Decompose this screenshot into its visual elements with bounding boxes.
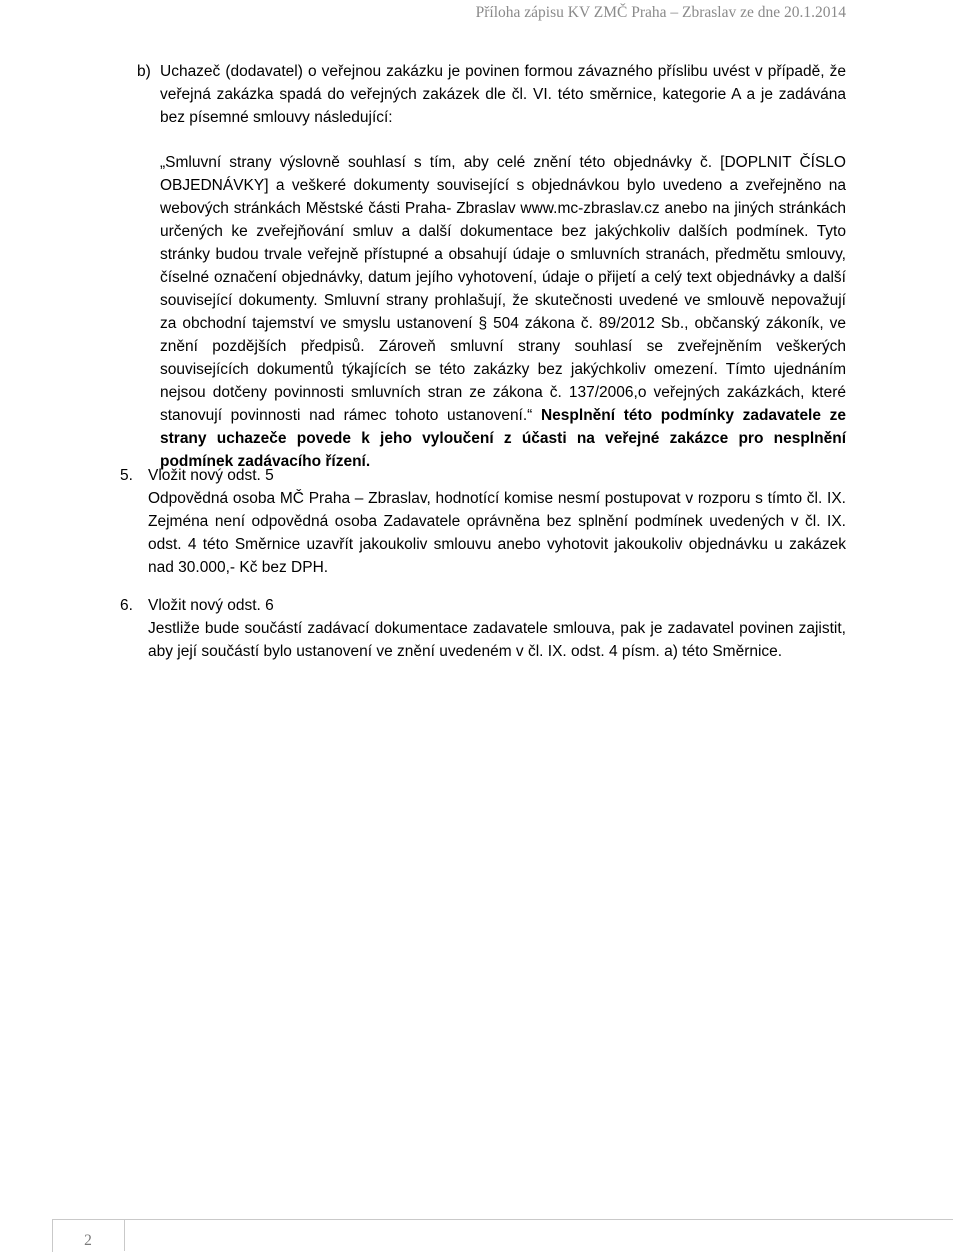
section-b-text: Uchazeč (dodavatel) o veřejnou zakázku je povinen formou závazného příslibu uvést v případě, že veřejná zakázka spadá do veřejných zakázek dle čl. VI. této směrnice, kategorie A a je zadávána bez písemné smlouvy následující:	[160, 63, 846, 126]
list-item-heading: Vložit nový odst. 5	[148, 467, 274, 484]
page-footer-divider	[124, 1219, 125, 1251]
list-item-body: Odpovědná osoba MČ Praha – Zbraslav, hodnotící komise nesmí postupovat v rozporu s tímto čl. IX. Zejména není odpovědná osoba Zadavatele oprávněna bez splnění podmínek uvedených v čl. IX. odst. 4 této Směrnice uzavřít jakoukoliv smlouvu anebo vyhotovit jakoukoliv objednávku u zakázek nad 30.000,- Kč bez DPH.	[148, 490, 846, 576]
section-b	[137, 60, 846, 129]
list-item-number: 6.	[120, 597, 133, 614]
contract-clause-quote	[160, 151, 846, 473]
list-item-body: Jestliže bude součástí zadávací dokumentace zadavatele smlouva, pak je zadavatel povinen zajistit, aby její součástí bylo ustanovení ve znění uvedeném v čl. IX. odst. 4 písm. a) této Směrnice.	[148, 620, 846, 660]
page-number: 2	[84, 1232, 92, 1249]
list-item-5	[120, 464, 846, 579]
page-header: Příloha zápisu KV ZMČ Praha – Zbraslav ze dne 20.1.2014	[475, 4, 846, 21]
list-item-heading: Vložit nový odst. 6	[148, 597, 274, 614]
list-item-6	[120, 594, 846, 663]
contract-clause-text: „Smluvní strany výslovně souhlasí s tím, aby celé znění této objednávky č. [DOPLNIT ČÍSLO OBJEDNÁVKY] a veškeré dokumenty související s objednávkou bylo uvedeno a zveřejněno na webových stránkách Městské části Praha- Zbraslav www.mc-zbraslav.cz anebo na jiných stránkách určených ke zveřejňování smluv a další dokumentace bez jakýchkoliv dalších podmínek. Tyto stránky budou trvale veřejně přístupné a obsahují údaje o smluvních stranách, předmětu smlouvy, číselné označení objednávky, datum jejího vyhotovení, údaje o přijetí a celý text objednávky a další související dokumenty. Smluvní strany prohlašují, že skutečnosti uvedené ve smlouvě nepovažují za obchodní tajemství ve smyslu ustanovení § 504 zákona č. 89/2012 Sb., občanský zákoník, ve znění pozdějších předpisů. Zároveň smluvní strany souhlasí se zveřejněním veškerých souvisejících dokumentů týkajících se této zakázky bez jakýchkoliv omezení. Tímto ujednáním nejsou dotčeny povinnosti smluvních stran ze zákona č. 137/2006,o veřejných zakázkách, které stanovují povinnosti nad rámec tohoto ustanovení.“	[160, 154, 846, 424]
section-b-label: b)	[137, 63, 151, 80]
list-item-number: 5.	[120, 467, 133, 484]
page-footer-frame	[52, 1219, 953, 1252]
contract-clause-bold-condition: Nesplnění této podmínky zadavatele ze strany uchazeče povede k jeho vyloučení z účasti na veřejné zakázce pro nesplnění podmínek zadávacího řízení.	[160, 407, 846, 470]
